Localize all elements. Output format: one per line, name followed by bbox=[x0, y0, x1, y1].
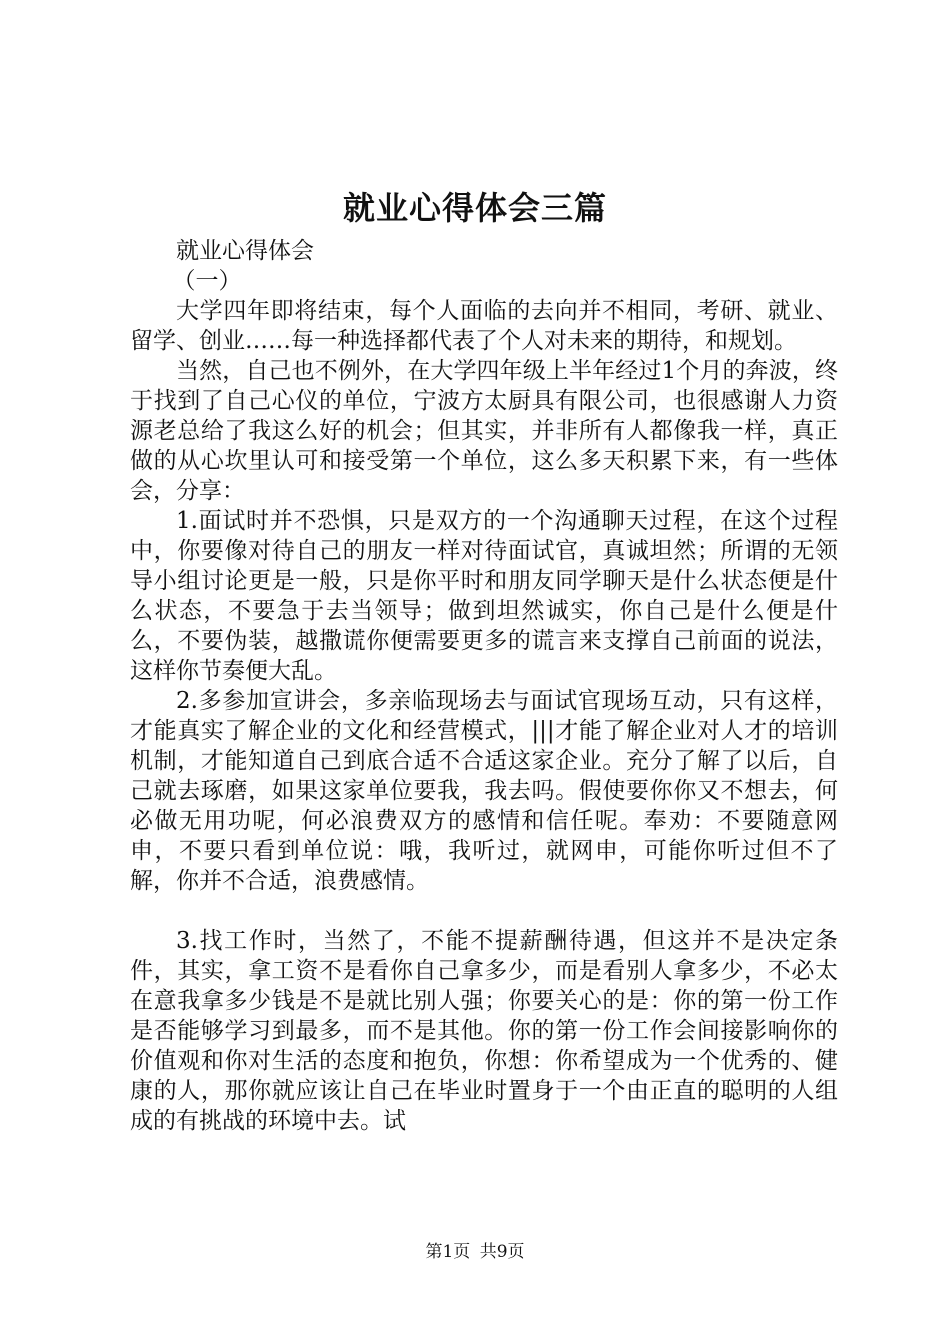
paragraph: 3.找工作时，当然了，不能不提薪酬待遇，但这并不是决定条件，其实，拿工资不是看你自己拿多少，而是看别人拿多少，不必太在意我拿多少钱是不是就比别人强；你要关心的是：你的第一份工作是否能够学习到最多，而不是其他。你的第一份工作会间接影响你的价值观和你对生活的态度和抱负，你想：你希望成为一个优秀的、健康的人，那你就应该让自己在毕业时置身于一个由正直的聪明的人组成的有挑战的环境中去。试 bbox=[130, 928, 838, 1134]
document-body bbox=[130, 236, 838, 1136]
paragraph: 大学四年即将结束，每个人面临的去向并不相同，考研、就业、留学、创业……每一种选择都代表了个人对未来的期待，和规划。 bbox=[130, 298, 838, 354]
section-marker: （一） bbox=[172, 268, 242, 294]
paragraph: 2.多参加宣讲会，多亲临现场去与面试官现场互动，只有这样，才能真实了解企业的文化和经营模式，|||才能了解企业对人才的培训机制，才能知道自己到底合适不合适这家企业。充分了解了以后，自己就去琢磨，如果这家单位要我，我去吗。假使要你你又不想去，何必做无用功呢，何必浪费双方的感情和信任呢。奉劝：不要随意网申，不要只看到单位说：哦，我听过，就网申，可能你听过但不了解，你并不合适，浪费感情。 bbox=[130, 688, 838, 894]
document-title: 就业心得体会三篇 bbox=[342, 189, 607, 227]
paragraph-spacer bbox=[130, 896, 838, 926]
paragraph: 1.面试时并不恐惧，只是双方的一个沟通聊天过程，在这个过程中，你要像对待自己的朋友一样对待面试官，真诚坦然；所谓的无领导小组讨论更是一般，只是你平时和朋友同学聊天是什么状态便是什么状态，不要急于去当领导；做到坦然诚实，你自己是什么便是什么，不要伪装，越撒谎你便需要更多的谎言来支撑自己前面的说法，这样你节奏便大乱。 bbox=[130, 508, 838, 684]
document-subtitle: 就业心得体会 bbox=[176, 238, 314, 264]
page-footer: 第1页 共9页 bbox=[425, 1242, 525, 1262]
paragraph: 当然，自己也不例外，在大学四年级上半年经过1个月的奔波，终于找到了自己心仪的单位，宁波方太厨具有限公司，也很感谢人力资源老总给了我这么好的机会；但其实，并非所有人都像我一样，真正做的从心坎里认可和接受第一个单位，这么多天积累下来，有一些体会，分享： bbox=[130, 358, 838, 504]
